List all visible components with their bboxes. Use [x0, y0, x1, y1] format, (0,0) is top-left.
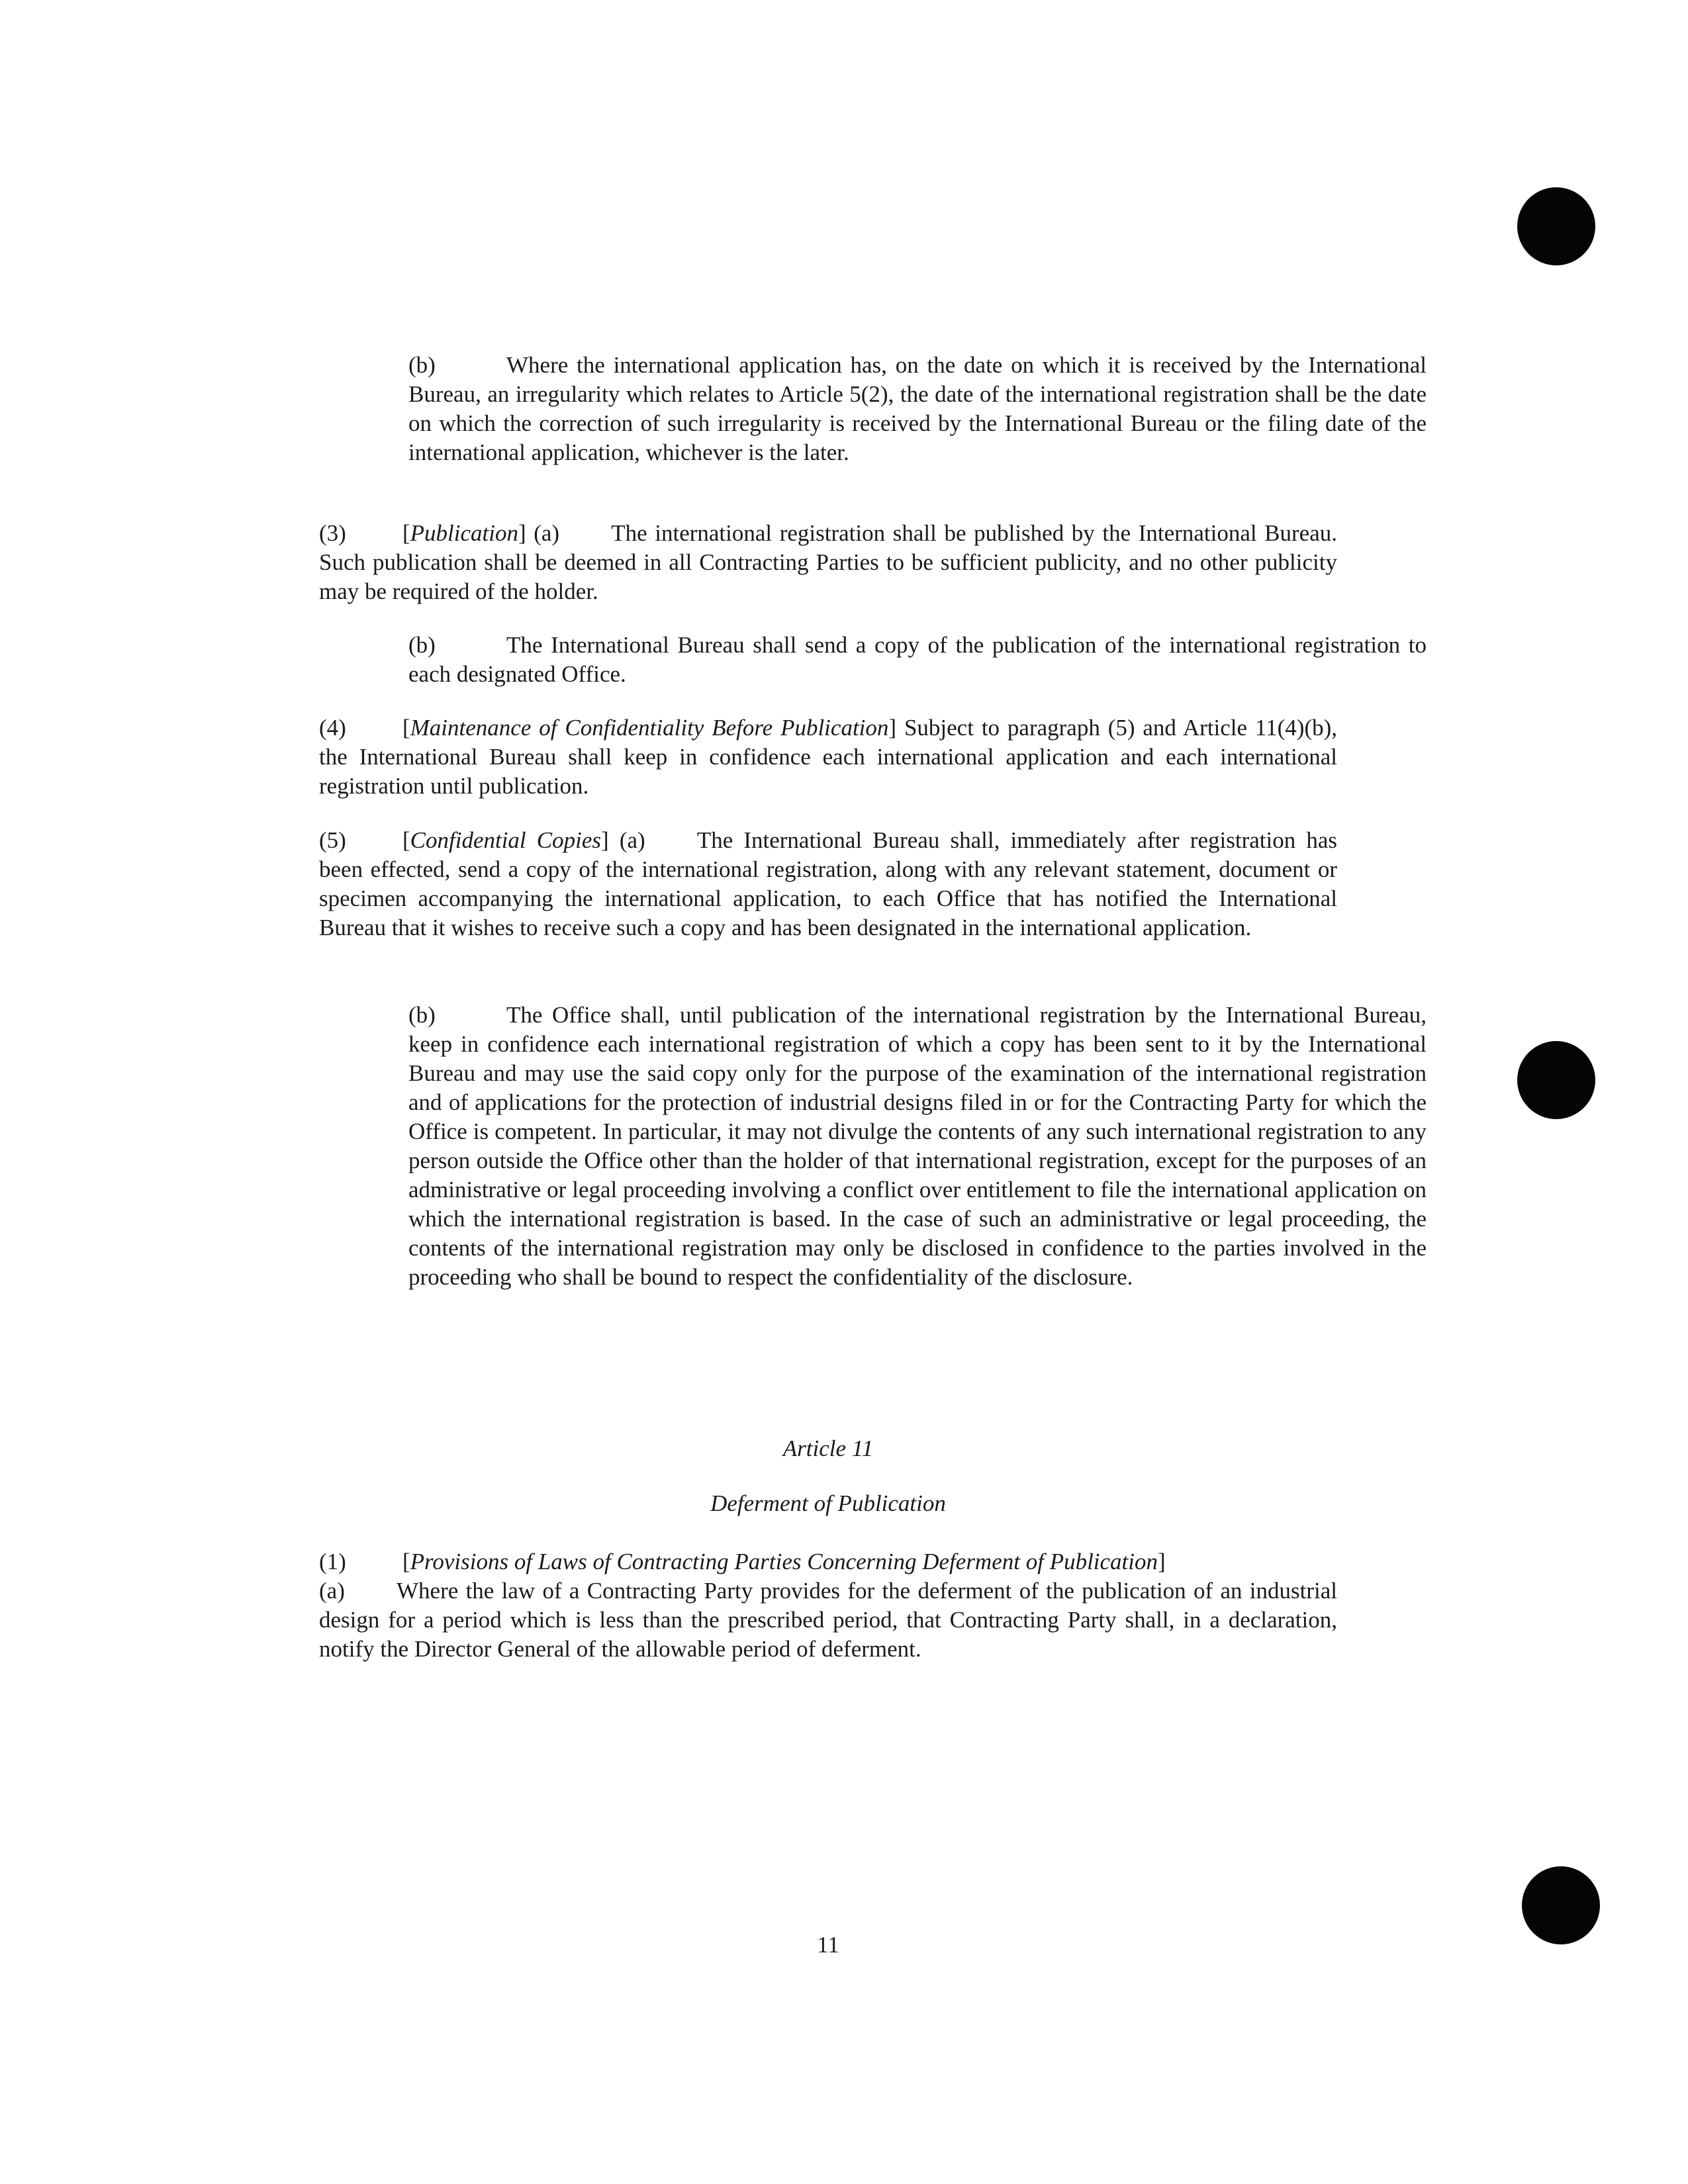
- punch-hole-middle: [1517, 1041, 1595, 1119]
- paragraph-2b: [319, 351, 1427, 467]
- paragraph-title: Confidential Copies: [410, 827, 602, 853]
- paragraph-title: Publication: [410, 520, 518, 546]
- paragraph-label: (b): [408, 632, 436, 658]
- paragraph-number: (1): [319, 1549, 346, 1574]
- paragraph-text: Where the international application has, on the date on which it is received by the International Bureau, an irregularity which relates to Article 5(2), the date of the international registration shall be the date on which the correction of such irregularity is received by the International Bureau or the filing date of the international application, whichever is the later.: [408, 352, 1427, 465]
- paragraph-label: (b): [408, 1002, 436, 1028]
- paragraph-5b: [319, 1001, 1427, 1292]
- paragraph-text: The Office shall, until publication of the international registration by the International Bureau, keep in confidence each international registration of which a copy has been sent to it by the International Bureau and may use the said copy only for the purpose of the examination of the international registration and of applications for the protection of industrial designs filed in or for the Contracting Party for which the Office is competent. In particular, it may not divulge the contents of any such international registration to any person outside the Office other than the holder of that international registration, except for the purposes of an administrative or legal proceeding involving a conflict over entitlement to file the international application on which the international registration is based. In the case of such an administrative or legal proceeding, the contents of the international registration may only be disclosed in confidence to the parties involved in the proceeding who shall be bound to respect the confidentiality of the disclosure.: [408, 1002, 1427, 1290]
- paragraph-text: The international registration shall be published by the International Bureau. Such publication shall be deemed in all Contracting Parties to be sufficient publicity, and no other publicity may be required of the holder.: [319, 520, 1337, 604]
- paragraph-title: Maintenance of Confidentiality Before Publication: [410, 715, 889, 741]
- paragraph-5a: (5) [Confidential Copies] (a) The International Bureau shall, immediately after registration has been effected, send a copy of the international registration, along with any relevant statement, document or specimen accompanying the international application, to each Office that has notified the International Bureau that it wishes to receive such a copy and has been designated in the international application.: [319, 827, 1337, 940]
- subparagraph-label: (a): [534, 520, 560, 546]
- paragraph-title: Provisions of Laws of Contracting Parties Concerning Deferment of Publication: [410, 1549, 1158, 1574]
- article-heading: Article 11: [782, 1435, 874, 1461]
- paragraph-4: (4) [Maintenance of Confidentiality Before Publication] Subject to paragraph (5) and Article 11(4)(b), the International Bureau shall keep in confidence each international application and each international registration until publication.: [319, 715, 1338, 799]
- page-number: 11: [817, 1932, 839, 1958]
- paragraph-text: The International Bureau shall send a copy of the publication of the international registration to each designated Office.: [408, 632, 1427, 687]
- subparagraph-label: (a): [319, 1578, 345, 1604]
- subparagraph-label: (a): [619, 827, 645, 853]
- article-11-paragraph-1: (1) [Provisions of Laws of Contracting Parties Concerning Deferment of Publication] (a) Where the law of a Contracting Party provides for the deferment of the publication of an industrial design for a period which is less than the prescribed period, that Contracting Party shall, in a declaration, notify the Director General of the allowable period of deferment.: [319, 1549, 1337, 1662]
- paragraph-label: (b): [408, 352, 436, 378]
- punch-hole-top: [1517, 187, 1595, 265]
- article-subheading: Deferment of Publication: [710, 1490, 946, 1516]
- paragraph-text: The International Bureau shall, immediately after registration has been effected, send a copy of the international registration, along with any relevant statement, document or specimen accompanying the international application, to each Office that has notified the International Bureau that it wishes to receive such a copy and has been designated in the international application.: [319, 827, 1337, 940]
- paragraph-3b: [319, 631, 1427, 689]
- paragraph-text: Where the law of a Contracting Party provides for the deferment of the publication of an industrial design for a period which is less than the prescribed period, that Contracting Party shall, in a declaration, notify the Director General of the allowable period of deferment.: [319, 1578, 1337, 1662]
- paragraph-3a: (3) [Publication] (a) The international registration shall be published by the International Bureau. Such publication shall be deemed in all Contracting Parties to be sufficient publicity, and no other publicity may be required of the holder.: [319, 520, 1337, 604]
- paragraph-number: (5): [319, 827, 346, 853]
- paragraph-number: (3): [319, 520, 346, 546]
- paragraph-text: Subject to paragraph (5) and Article 11(4)(b), the International Bureau shall keep in confidence each international application and each international registration until publication.: [319, 715, 1338, 799]
- paragraph-number: (4): [319, 715, 346, 741]
- punch-hole-bottom: [1522, 1866, 1600, 1944]
